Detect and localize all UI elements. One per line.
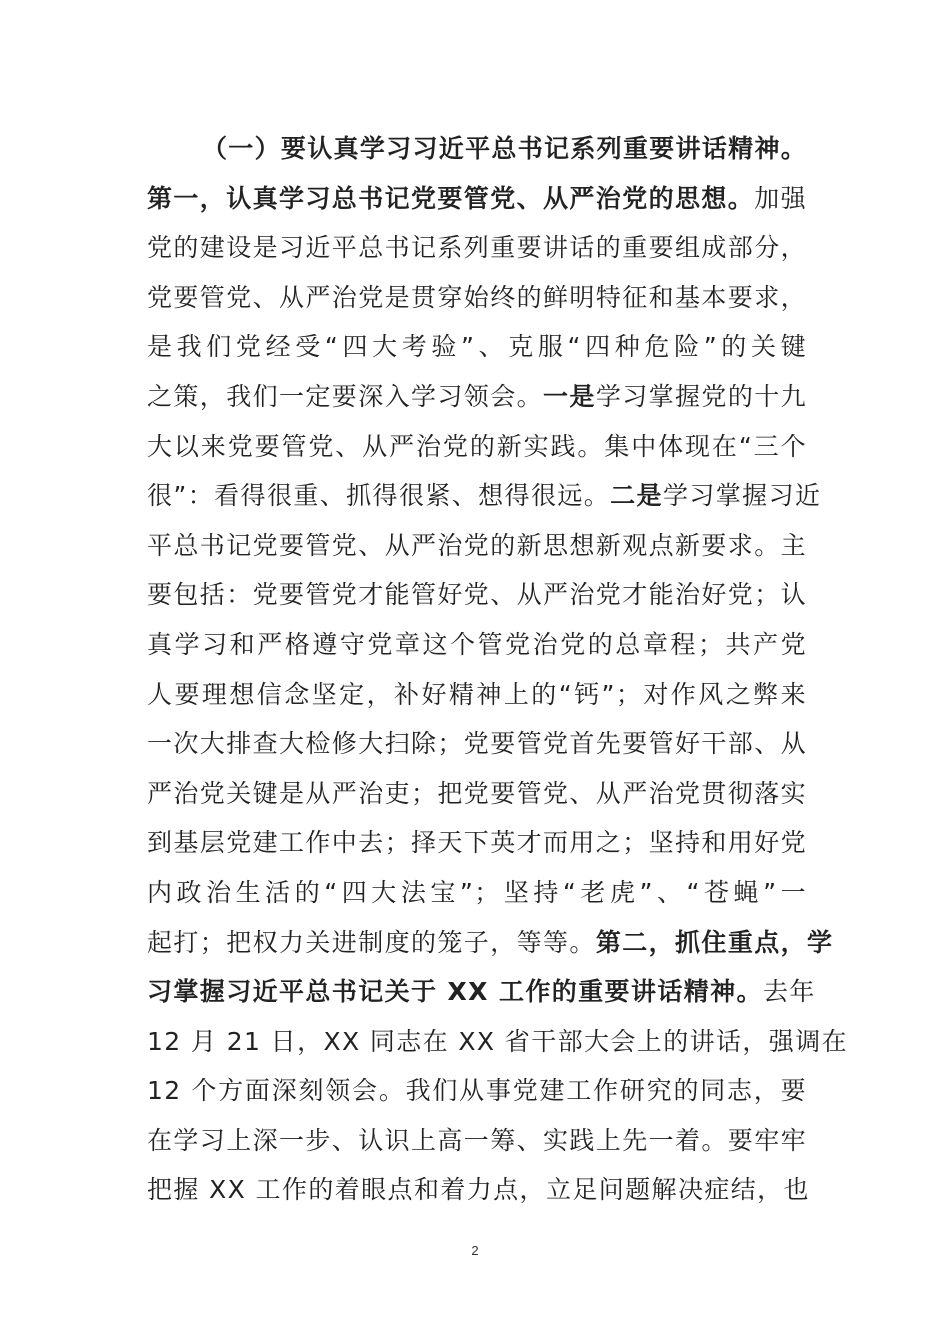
paragraph-line xyxy=(147,174,807,224)
text-run: 是我们党经受“四大考验”、克服“四种危险”的关键 xyxy=(147,332,807,362)
text-run: 去年 xyxy=(762,977,816,1007)
text-run: 加强 xyxy=(754,183,808,213)
paragraph-line xyxy=(147,223,807,273)
paragraph-line xyxy=(147,670,807,720)
paragraph-line xyxy=(147,719,807,769)
bold-text-run: 一是 xyxy=(543,381,596,411)
paragraph-line xyxy=(147,620,807,670)
text-run: 12 个方面深刻领会。我们从事党建工作研究的同志，要 xyxy=(147,1076,807,1106)
paragraph-line xyxy=(147,1017,849,1067)
paragraph-line xyxy=(147,868,807,918)
text-run: 党的建设是习近平总书记系列重要讲话的重要组成部分， xyxy=(147,233,808,263)
text-run: 很”：看得很重、抓得很紧、想得很远。 xyxy=(147,481,611,511)
text-run: 党要管党、从严治党是贯穿始终的鲜明特征和基本要求， xyxy=(147,282,808,312)
paragraph-line xyxy=(147,818,807,868)
text-run: 一次大排查大检修大扫除；党要管党首先要管好干部、从 xyxy=(147,729,808,759)
page-number: 2 xyxy=(471,1243,479,1258)
paragraph-line xyxy=(147,422,807,472)
paragraph-line xyxy=(147,273,807,323)
text-run: 之策，我们一定要深入学习领会。 xyxy=(147,381,544,411)
paragraph-line xyxy=(147,570,807,620)
text-run: 严治党关键是从严治吏；把党要管党、从严治党贯彻落实 xyxy=(147,778,808,808)
bold-text-run: 习掌握习近平总书记关于 XX 工作的重要讲话精神。 xyxy=(147,977,763,1007)
text-run: 把握 XX 工作的着眼点和着力点，立足问题解决症结，也 xyxy=(147,1175,810,1205)
text-run: 12 月 21 日，XX 同志在 XX 省干部大会上的讲话，强调在 xyxy=(147,1026,849,1056)
text-run: 要包括：党要管党才能管好党、从严治党才能治好党；认 xyxy=(147,580,808,610)
paragraph-line xyxy=(147,1116,807,1166)
text-run: 内政治生活的“四大法宝”；坚持“老虎”、“苍蝇”一 xyxy=(147,877,807,907)
paragraph-line xyxy=(147,1066,807,1116)
text-run: 真学习和严格遵守党章这个管党治党的总章程；共产党 xyxy=(147,629,807,659)
paragraph-line xyxy=(147,1165,810,1215)
text-run: 起打；把权力关进制度的笼子，等等。 xyxy=(147,927,596,957)
paragraph-line xyxy=(147,322,807,372)
paragraph-line xyxy=(147,918,834,968)
section-heading: （一）要认真学习习近平总书记系列重要讲话精神。 xyxy=(202,134,807,163)
text-run: 人要理想信念坚定，补好精神上的“钙”；对作风之弊来 xyxy=(147,679,807,709)
text-run: 平总书记党要管党、从严治党的新思想新观点新要求。主 xyxy=(147,530,808,560)
body-text xyxy=(147,124,849,1215)
bold-text-run: 第一，认真学习总书记党要管党、从严治党的思想。 xyxy=(147,183,755,213)
text-run: 在学习上深一步、认识上高一筹、实践上先一着。要牢牢 xyxy=(147,1125,808,1155)
paragraph-line xyxy=(147,967,816,1017)
paragraph-line xyxy=(147,521,807,571)
paragraph-line xyxy=(147,471,822,521)
text-run: 学习掌握习近 xyxy=(662,481,822,511)
text-run: 大以来党要管党、从严治党的新实践。集中体现在“三个 xyxy=(147,431,807,461)
paragraph-line xyxy=(147,372,807,422)
bold-text-run: 第二，抓住重点，学 xyxy=(595,927,834,957)
paragraph-line xyxy=(147,769,807,819)
text-run: 学习掌握党的十九 xyxy=(595,381,808,411)
text-run: 到基层党建工作中去；择天下英才而用之；坚持和用好党 xyxy=(147,828,808,858)
bold-text-run: 二是 xyxy=(610,481,663,511)
